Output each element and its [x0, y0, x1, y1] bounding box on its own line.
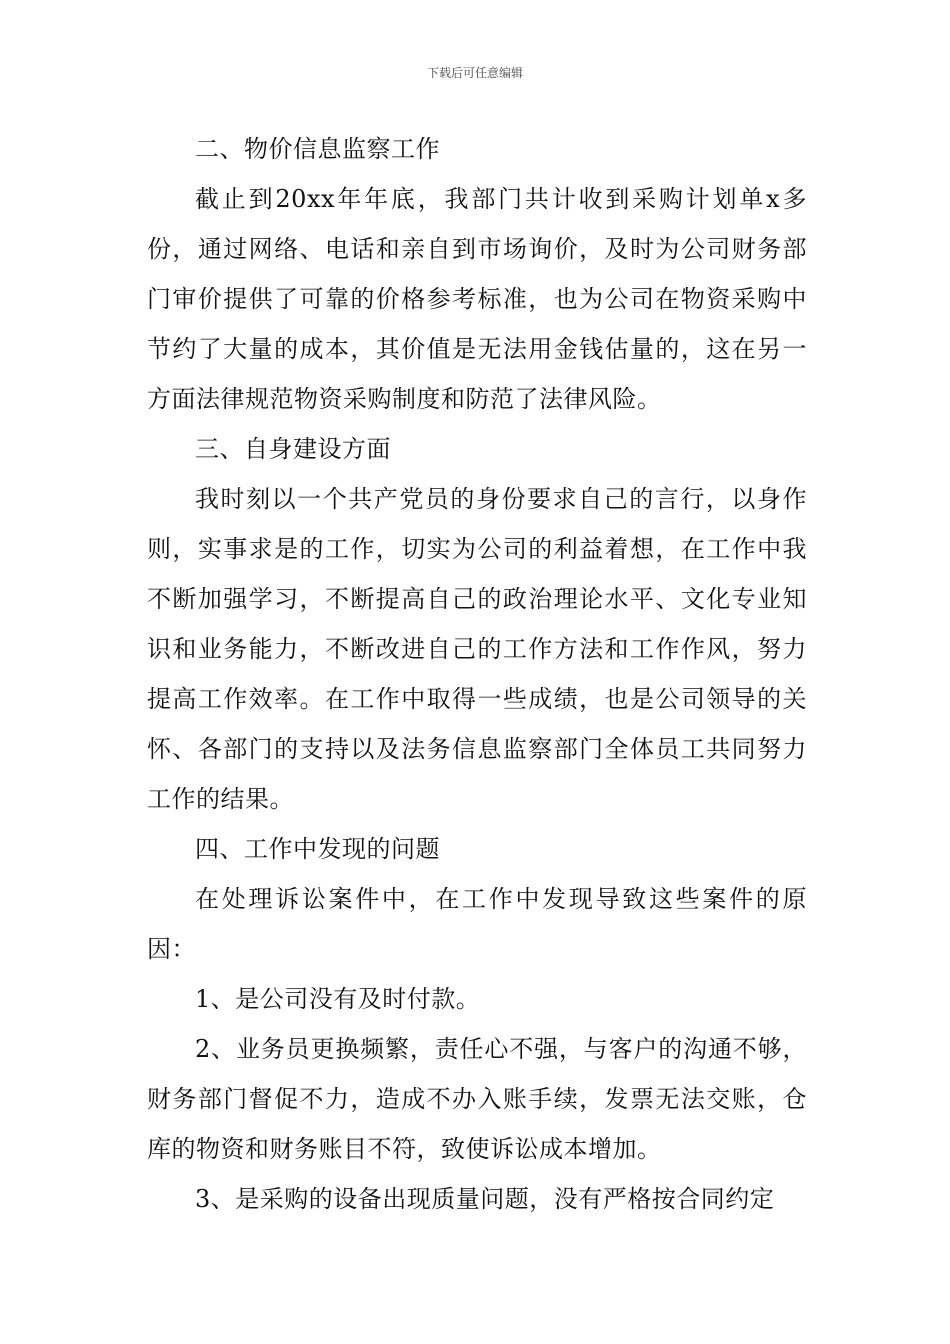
list-item-problem-3: 3、是采购的设备出现质量问题，没有严格按合同约定 — [195, 1185, 775, 1213]
page-header-note: 下载后可任意编辑 — [426, 66, 523, 80]
list-item-problem-1: 1、是公司没有及时付款。 — [195, 985, 481, 1013]
paragraph-self-building: 我时刻以一个共产党员的身份要求自己的言行，以身作则，实事求是的工作，切实为公司的利益着想，在工作中我不断加强学习，不断提高自己的政治理论水平、文化专业知识和业务能力，不断改进自己的工作方法和工作作风，努力提高工作效率。在工作中取得一些成绩，也是公司领导的关怀、各部门的支持以及法务信息监察部门全体员工共同努力工作的结果。 — [147, 485, 807, 813]
paragraph-problems-intro: 在处理诉讼案件中，在工作中发现导致这些案件的原因： — [147, 885, 807, 963]
list-item-problem-2: 2、业务员更换频繁，责任心不强，与客户的沟通不够，财务部门督促不力，造成不办入账手续，发票无法交账，仓库的物资和财务账目不符，致使诉讼成本增加。 — [147, 1035, 807, 1163]
section-heading-problems: 四、工作中发现的问题 — [195, 835, 440, 863]
section-heading-self-building: 三、自身建设方面 — [195, 435, 391, 463]
paragraph-price-monitoring: 截止到20xx年年底，我部门共计收到采购计划单x多份，通过网络、电话和亲自到市场询价，及时为公司财务部门审价提供了可靠的价格参考标准，也为公司在物资采购中节约了大量的成本，其价值是无法用金钱估量的，这在另一方面法律规范物资采购制度和防范了法律风险。 — [147, 185, 807, 413]
document-body — [147, 124, 807, 1224]
section-heading-price-monitoring: 二、物价信息监察工作 — [195, 135, 440, 163]
